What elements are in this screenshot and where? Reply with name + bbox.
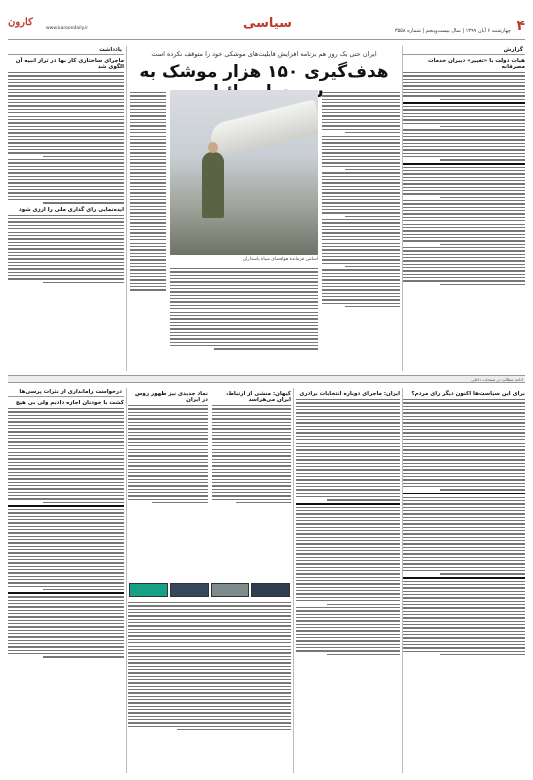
right-bottom-column bbox=[403, 388, 525, 773]
photo-caption: اسامی فرمانده هوافضای سپاه پاسداران bbox=[242, 257, 318, 262]
section-strip: ادامه مطالب در صفحات داخلی bbox=[8, 375, 525, 383]
column-divider bbox=[402, 388, 403, 773]
column-divider bbox=[126, 388, 127, 773]
center-lower-text bbox=[128, 600, 291, 772]
missile-image bbox=[208, 99, 318, 159]
column-heading: درخواست رامانداری از نثرات پرسی‌ها bbox=[8, 388, 124, 397]
ad-box bbox=[129, 583, 168, 597]
column-subheading: هیات دولت با «تغییر» دبیران خدمات مصرفانه bbox=[428, 58, 525, 70]
page-number: ۴ bbox=[516, 18, 525, 34]
ad-box bbox=[251, 583, 290, 597]
ad-box bbox=[211, 583, 250, 597]
column-divider bbox=[126, 46, 127, 371]
column-divider bbox=[293, 388, 294, 773]
advertisement-strip bbox=[128, 583, 291, 597]
column-heading: گزارش bbox=[403, 46, 525, 55]
newspaper-logo: کارون bbox=[8, 17, 33, 28]
main-story-text-left bbox=[130, 90, 166, 368]
page-header bbox=[8, 16, 525, 40]
left-bottom-column bbox=[8, 388, 124, 773]
column-subheading: نماد جدیدی نیز ظهور روس در ایران bbox=[134, 391, 208, 403]
center-right-column bbox=[296, 388, 400, 773]
column-divider bbox=[402, 46, 403, 371]
column-subheading: کیهان: منشی از ارتباط، ایران می‌هراسد bbox=[226, 391, 291, 403]
website-url: www.karoondaily.ir bbox=[46, 26, 89, 31]
date-line: چهارشنبه ۶ آبان ۱۳۹۹ | سال بیست‌وپنجم | شماره ۳۵۵۸ bbox=[394, 28, 511, 34]
main-story-kicker: ایران حتی یک روز هم برنامه افزایش قابلیت‌های موشکی خود را متوقف نکرده است bbox=[151, 50, 377, 58]
commander-figure bbox=[202, 152, 224, 218]
column-subheading: ایران: ماجرای دوباره انتخابات برادری bbox=[299, 391, 400, 397]
main-story-text-right bbox=[322, 90, 400, 368]
left-top-column bbox=[8, 46, 124, 371]
main-story-headline: هدف‌گیری ۱۵۰ هزار موشک به bbox=[139, 62, 389, 82]
column-subheading: برای این سیاست‌ها اکنون دیگر رای مردم؟ bbox=[411, 391, 525, 397]
column-subheading: کشت با خودتان اجازه دادیم ولی بی هیچ bbox=[15, 400, 124, 406]
section-title: سیاسی bbox=[243, 16, 292, 31]
column-heading: یادداشت bbox=[8, 46, 124, 55]
main-story-photo bbox=[170, 90, 318, 255]
body-text bbox=[403, 72, 525, 285]
column-subheading: ماجرای ساختاری کار بها در تراز انبیه آن الگوی شد bbox=[15, 58, 124, 70]
column-subheading: ایده‌نمایی رای گذاری ملی را ارزی شود bbox=[18, 206, 124, 213]
right-top-column bbox=[403, 46, 525, 366]
main-story-text-bottom bbox=[170, 266, 318, 368]
ad-box bbox=[170, 583, 209, 597]
